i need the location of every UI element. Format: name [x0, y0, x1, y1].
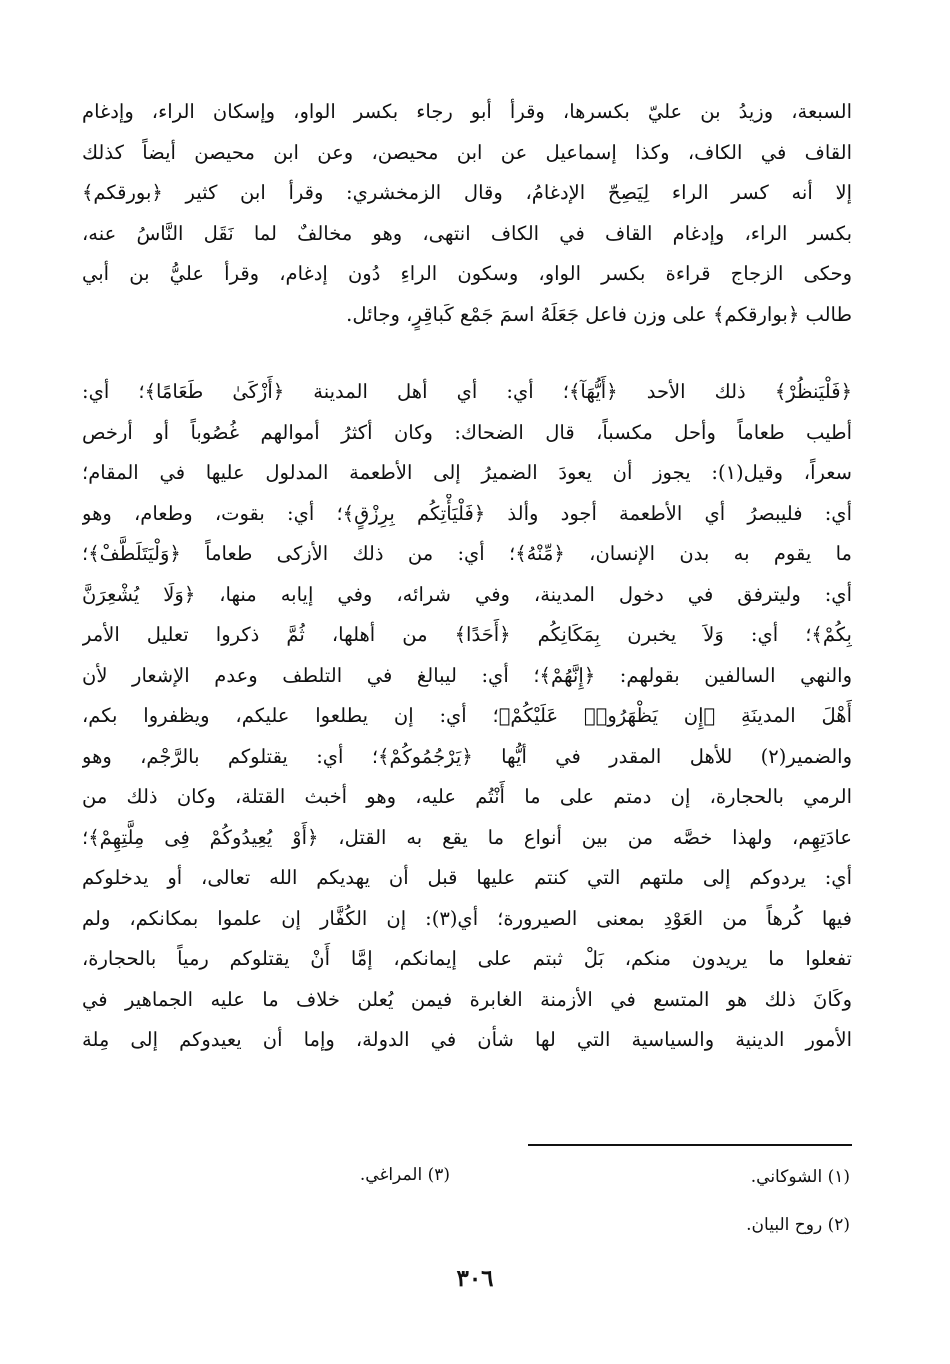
- footnote-2: (٢) روح البيان.: [746, 1215, 850, 1235]
- text-line: طالب ﴿بوارقكم﴾ على وزن فاعل جَعَلَهُ اسمَ جَمْع كَباقِرٍ، وجائل.: [346, 302, 852, 326]
- footnote-1: (١) الشوكاني.: [750, 1167, 850, 1187]
- text-line: أطيب طعاماً وأحل مكسباً، قال الضحاك: وكان أكثرُ أموالهم غُصُوباً أو أرخص: [82, 420, 852, 444]
- text-line: ﴿فَلْيَنظُرْ﴾ ذلك الأحد ﴿أَيُّهَآ﴾؛ أي: أي أهل المدينة ﴿أَزْكَىٰ طَعَامًا﴾؛ أي:: [82, 380, 852, 403]
- text-line: سعراً، وقيل(١): يجوز أن يعودَ الضميرُ إلى الأطعمة المدلول عليها في المقام؛: [82, 461, 852, 484]
- text-line: الرمي بالحجارة، إن دمتم على ما أَنْتُم عليه، وهو أخبث القتلة، وكان ذلك من: [82, 785, 852, 808]
- text-line: ما يقوم به بدن الإنسان، ﴿مِّنْهُ﴾؛ أي: من ذلك الأزكى طعاماً ﴿وَلْيَتَلَطَّفْ﴾؛: [82, 542, 852, 565]
- text-line: والضمير(٢) للأهل المقدر في أيُّها ﴿يَرْجُمُوكُمْ﴾؛ أي: يقتلوكم بالرَّجْم، وهو: [82, 744, 852, 768]
- text-line: بكسر الراء، وإدغام القاف في الكاف انتهى، وهو مخالفٌ لما نَقَل النَّاسُ عنه،: [82, 221, 852, 245]
- text-line: بِكُمْ﴾؛ أي: وَلاَ يخبرن بِمَكَانِكُم ﴿أَحَدًا﴾ من أهلها، ثُمَّ ذكروا تعليل الأمر: [82, 623, 852, 646]
- text-line: فيها كُرهاً من العَوْدِ بمعنى الصيرورة؛ أي(٣): إن الكُفَّار إن علموا بمكانكم، ولم: [82, 906, 852, 930]
- footnote-divider: [528, 1144, 852, 1146]
- text-line: تفعلوا ما يريدون منكم، بَلْ ثبتم على إيمانكم، إمَّا أَنْ يقتلوكم رمياً بالحجارة،: [82, 947, 852, 970]
- text-line: أي: فليبصرُ أي الأطعمة أجود وألذ ﴿فَلْيَأْتِكُم بِرِزْقٍ﴾؛ أي: بقوت، وطعام، وهو: [82, 501, 852, 525]
- text-line: وكَانَ ذلك هو المتسع في الأزمنة الغابرة فيمن يُعلن خلاف ما عليه الجماهير في: [82, 987, 852, 1011]
- footnote-3: (٣) المراغي.: [359, 1165, 450, 1185]
- paragraph-2: [82, 372, 852, 1061]
- text-line: أي: وليترفق في دخول المدينة، وفي شرائه، وفي إيابه منها، ﴿وَلَا يُشْعِرَنَّ: [82, 582, 852, 606]
- text-line: الأمور الدينية والسياسية التي لها شأن في الدولة، وإما أن يعيدوكم إلى مِلة: [82, 1028, 852, 1051]
- text-line: عادَتِهِم، ولهذا خصَّه من بين أنواع ما يقع به القتل، ﴿أَوْ يُعِيدُوكُمْ فِى مِلَّتِهِمْ﴾؛: [82, 825, 852, 849]
- text-line: القاف في الكاف، وكذا إسماعيل عن ابن محيصن، وعن ابن محيصن أيضاً كذلك: [82, 140, 852, 164]
- text-line: أي: يردوكم إلى ملتهم التي كنتم عليها قبل أن يهديكم الله تعالى، أو يدخلوكم: [82, 866, 852, 889]
- text-line: السبعة، وزيدُ بن عليّ بكسرها، وقرأ أبو رجاء بكسر الواو، وإسكان الراء، وإدغام: [82, 100, 852, 123]
- text-line: والنهي السالفين بقولهم: ﴿إِنَّهُمْ﴾؛ أي: ليبالغ في التلطف وعدم الإشعار لأن: [82, 663, 852, 687]
- text-line: إلا أنه كسر الراء لِيَصِحّ الإدغامُ، وقال الزمخشري: وقرأ ابن كثير ﴿بورقكم﴾: [82, 181, 852, 204]
- paragraph-1: [82, 92, 852, 335]
- page-number: ٣٠٦: [456, 1265, 494, 1292]
- text-line: أَهْلَ المدينَةِ ﴿إِن يَظْهَرُوا۟ عَلَيْكُمْ﴾؛ أي: إن يطلعوا عليكم، ويظفروا بكم،: [82, 704, 852, 727]
- text-line: وحكى الزجاج قراءة بكسر الواو، وسكون الراءِ دُون إدغام، وقرأ عليُّ بن أبي: [82, 262, 852, 285]
